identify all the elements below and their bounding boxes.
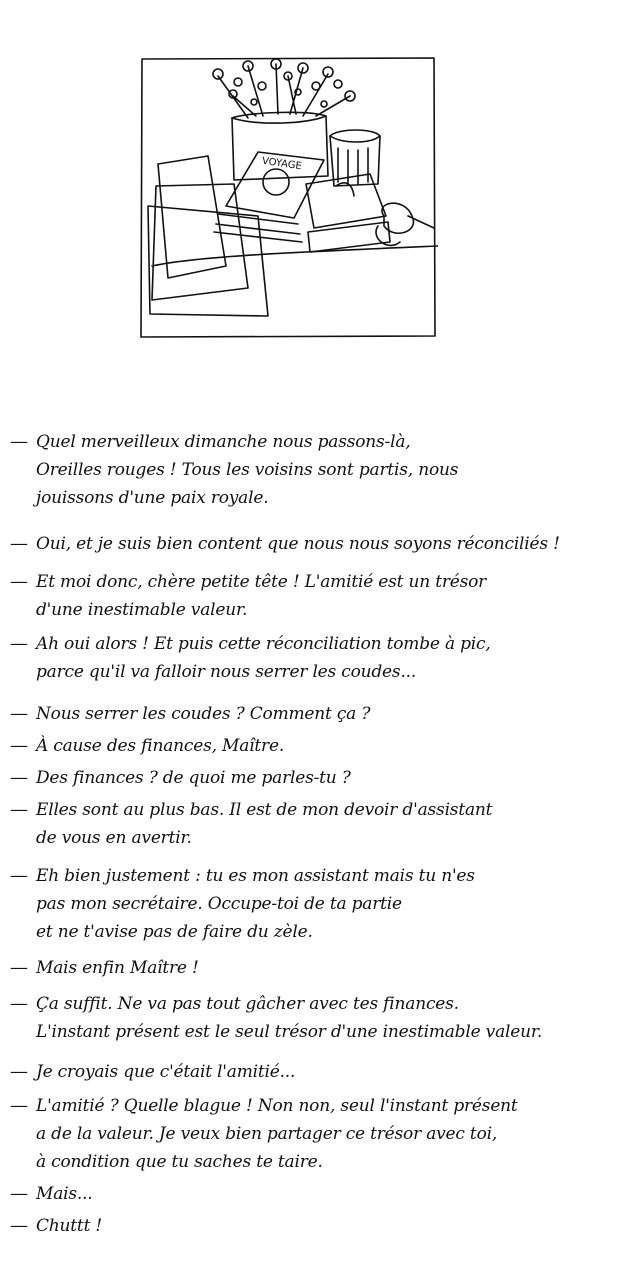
dialogue-text: Oreilles rouges ! Tous les voisins sont partis, nous [36,460,459,480]
dialogue-text: de vous en avertir. [36,828,192,848]
book-label: VOYAGE [261,155,303,173]
dialogue-text: Des finances ? de quoi me parles-tu ? [36,768,351,788]
dialogue-line [10,732,622,760]
dialogue-text: et ne t'avise pas de faire du zèle. [36,922,313,942]
dialogue-text: Nous serrer les coudes ? Comment ça ? [36,704,371,724]
dialogue-line [10,428,622,512]
dialogue-dash: — [10,993,28,1014]
dialogue-line [10,530,622,558]
dialogue-line [10,862,622,946]
dialogue-dash: — [10,767,28,788]
dialogue-text: pas mon secrétaire. Occupe-toi de ta partie [36,894,402,914]
dialogue-dash: — [10,1061,28,1082]
dialogue-line [10,1180,622,1208]
dialogue-text: Chuttt ! [36,1216,103,1236]
dialogue-text: Et moi donc, chère petite tête ! L'amitié est un trésor [36,572,487,592]
dialogue-dash: — [10,865,28,886]
dialogue-text: Quel merveilleux dimanche nous passons-là, [36,432,411,452]
dialogue-text: Mais... [36,1184,93,1204]
dialogue-text: Ah oui alors ! Et puis cette réconciliation tombe à pic, [36,634,491,654]
dialogue-dash: — [10,571,28,592]
dialogue-text: Je croyais que c'était l'amitié... [36,1062,296,1082]
dialogue-line [10,796,622,852]
dialogue-text: L'amitié ? Quelle blague ! Non non, seul l'instant présent [36,1096,518,1116]
dialogue-dash: — [10,957,28,978]
dialogue-line [10,954,622,982]
dialogue-dash: — [10,799,28,820]
dialogue-text: Mais enfin Maître ! [36,958,199,978]
dialogue-text: à condition que tu saches te taire. [36,1152,323,1172]
dialogue-line [10,1058,622,1086]
dialogue-text: d'une inestimable valeur. [36,600,248,620]
dialogue-dash: — [10,1183,28,1204]
dialogue-line [10,1212,622,1240]
dialogue-text: Eh bien justement : tu es mon assistant mais tu n'es [36,866,475,886]
dialogue-text: À cause des finances, Maître. [36,736,285,756]
dialogue-dash: — [10,1095,28,1116]
dialogue-line [10,764,622,792]
dialogue-text: Oui, et je suis bien content que nous nous soyons réconciliés ! [36,534,560,554]
dialogue-line [10,1092,622,1176]
dialogue-dash: — [10,431,28,452]
dialogue-dash: — [10,735,28,756]
dialogue-line [10,990,622,1046]
dialogue-text: a de la valeur. Je veux bien partager ce trésor avec toi, [36,1124,498,1144]
dialogue-text: L'instant présent est le seul trésor d'une inestimable valeur. [36,1022,543,1042]
dialogue-dash: — [10,533,28,554]
dialogue-dash: — [10,633,28,654]
dialogue-dash: — [10,1215,28,1236]
dialogue-line [10,568,622,624]
dialogue-line [10,630,622,686]
dialogue-text: parce qu'il va falloir nous serrer les coudes... [36,662,417,682]
dialogue-line [10,700,622,728]
dialogue-dash: — [10,703,28,724]
dialogue-text: jouissons d'une paix royale. [36,488,269,508]
dialogue-text: Ça suffit. Ne va pas tout gâcher avec tes finances. [36,994,459,1014]
dialogue-text: Elles sont au plus bas. Il est de mon devoir d'assistant [36,800,493,820]
